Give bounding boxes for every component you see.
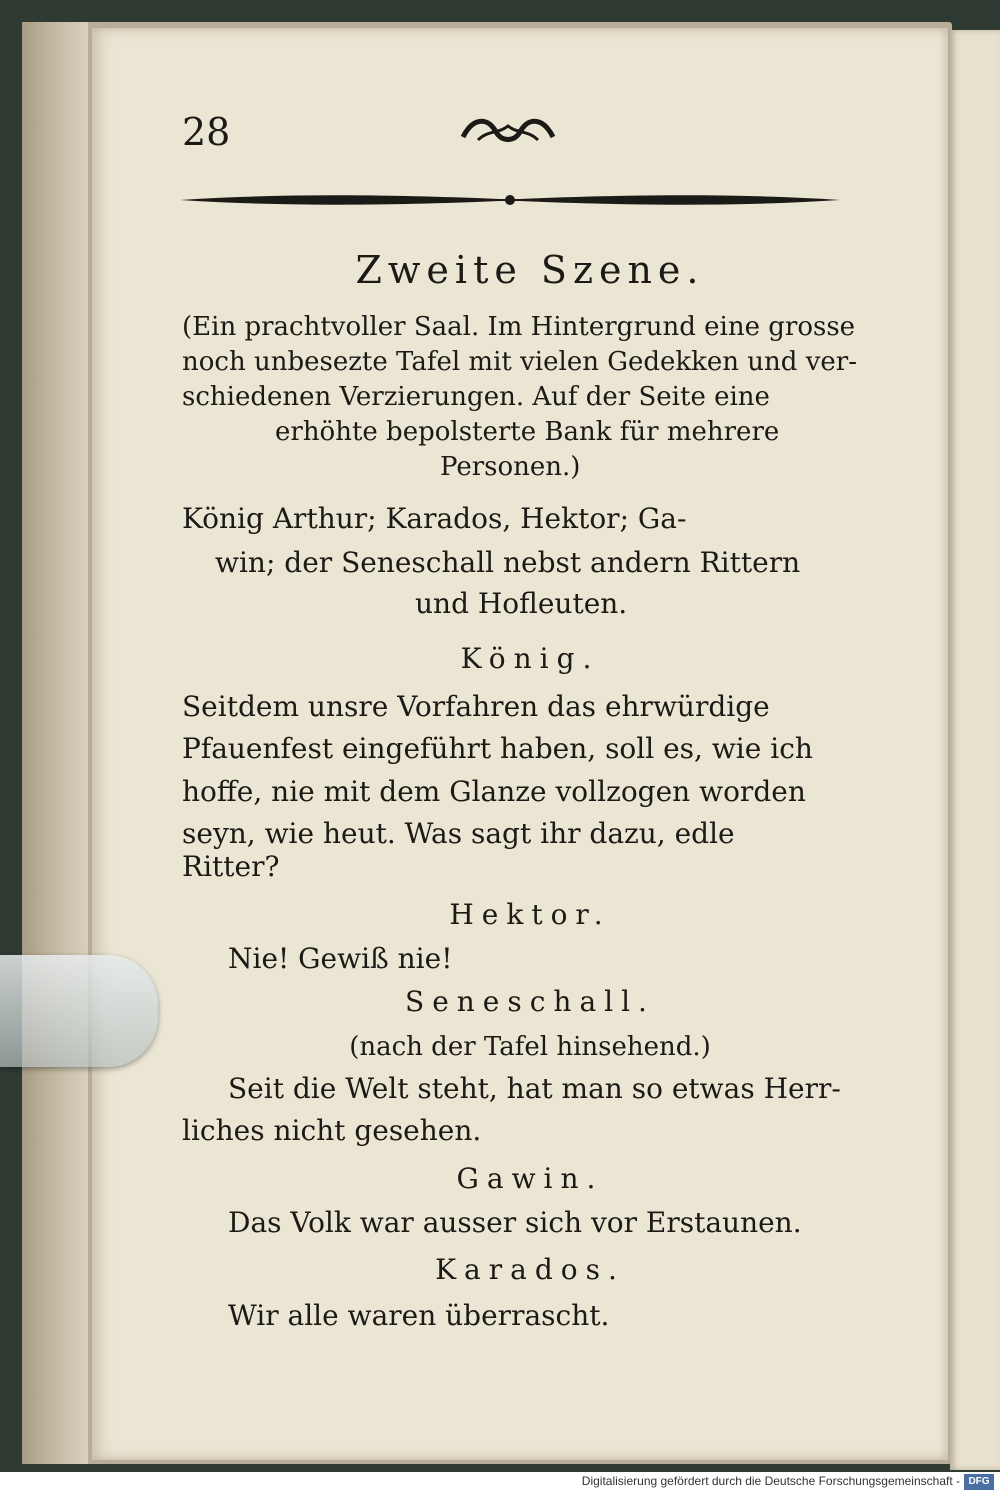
stage-direction-line: Personen.) xyxy=(440,452,581,482)
stage-direction-line: (Ein prachtvoller Saal. Im Hintergrund eine grosse xyxy=(182,312,856,342)
speaker-name: Hektor. xyxy=(449,898,611,931)
dialogue-line: Das Volk war ausser sich vor Erstaunen. xyxy=(228,1206,802,1239)
dialogue-line: Seitdem unsre Vorfahren das ehrwürdige xyxy=(182,690,770,723)
speaker-name: König. xyxy=(460,642,600,675)
cast-list-line: win; der Seneschall nebst andern Rittern xyxy=(215,546,801,579)
speaker-name: Gawin. xyxy=(456,1162,604,1195)
page-number: 28 xyxy=(182,110,231,154)
dialogue-line: Pfauenfest eingeführt haben, soll es, wie ich xyxy=(182,732,813,765)
stage-direction-line: schiedenen Verzierungen. Auf der Seite eine xyxy=(182,382,770,412)
dialogue-line: seyn, wie heut. Was sagt ihr dazu, edle xyxy=(182,817,735,850)
dialogue-line: Seit die Welt steht, hat man so etwas Herr- xyxy=(228,1072,841,1105)
dialogue-line: Nie! Gewiß nie! xyxy=(228,942,453,975)
cast-list-line: König Arthur; Karados, Hektor; Ga- xyxy=(182,502,687,535)
stage-direction-line: erhöhte bepolsterte Bank für mehrere xyxy=(275,417,780,447)
speaker-name: Seneschall. xyxy=(405,985,655,1018)
speaker-name: Karados. xyxy=(435,1253,625,1286)
page-stack-edge xyxy=(22,22,88,1464)
dialogue-line: Wir alle waren überrascht. xyxy=(228,1299,610,1332)
funding-credit: Digitalisierung gefördert durch die Deutsche Forschungsgemeinschaft - xyxy=(581,1474,960,1488)
stage-direction-line: noch unbesezte Tafel mit vielen Gedekken und ver- xyxy=(182,347,857,377)
header-rule xyxy=(180,188,840,212)
speaker-direction: (nach der Tafel hinsehend.) xyxy=(349,1032,711,1062)
cast-list-line: und Hofleuten. xyxy=(415,587,628,620)
dialogue-line: hoffe, nie mit dem Glanze vollzogen worden xyxy=(182,775,806,808)
ornament-flourish-icon xyxy=(458,112,558,152)
dialogue-line: Ritter? xyxy=(182,850,280,883)
dialogue-line: liches nicht gesehen. xyxy=(182,1114,482,1147)
scene-title: Zweite Szene. xyxy=(355,248,705,292)
dfg-logo-icon: DFG xyxy=(964,1474,994,1490)
